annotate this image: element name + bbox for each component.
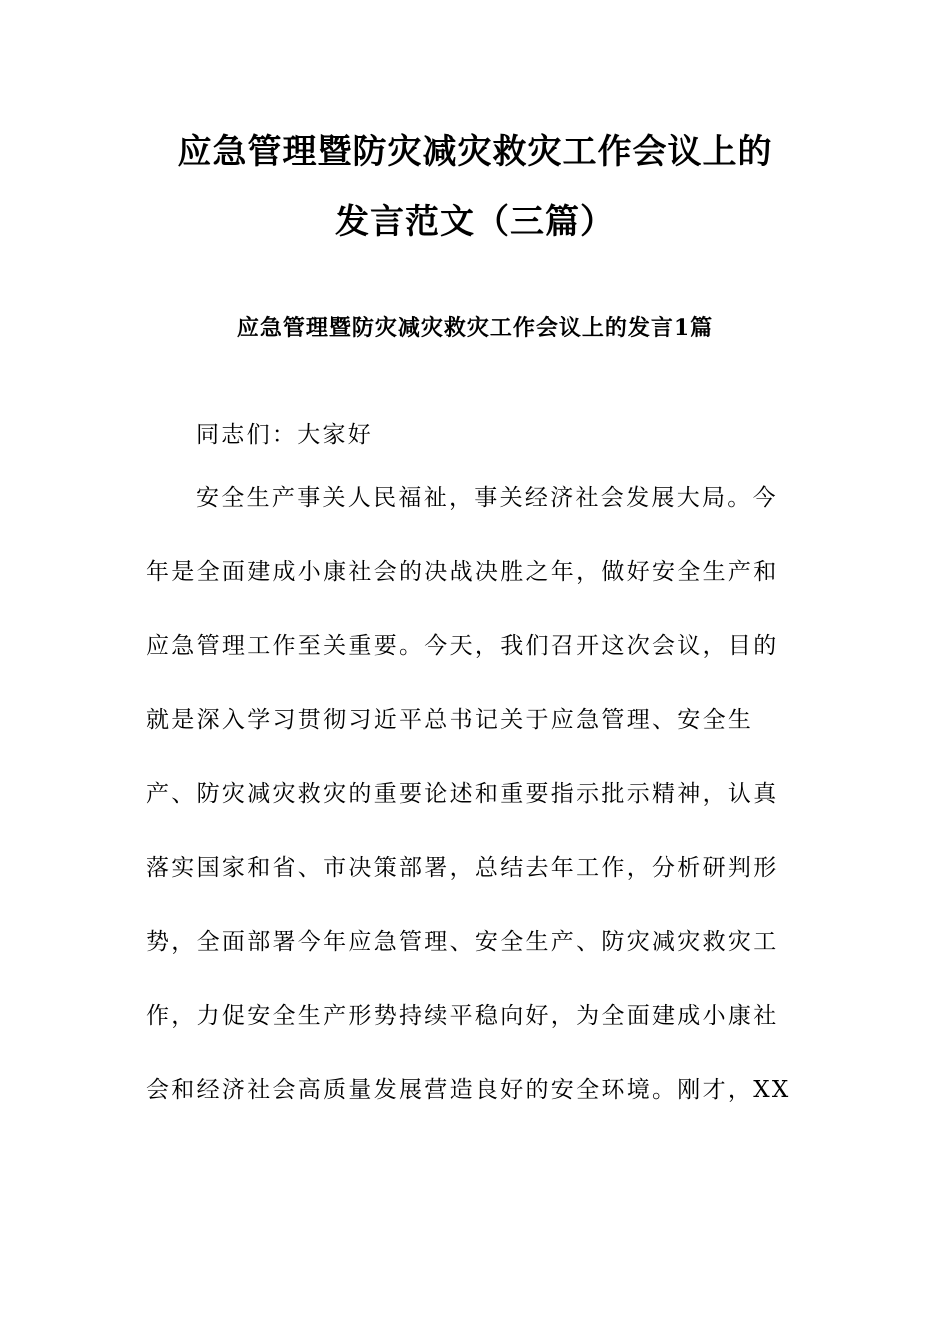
- body-line-4: 就是深入学习贯彻习近平总书记关于应急管理、安全生: [146, 707, 754, 733]
- body-line-6: 落实国家和省、市决策部署，总结去年工作，分析研判形: [146, 855, 779, 881]
- body-line-9: 会和经济社会高质量发展营造良好的安全环境。刚才，XX: [146, 1077, 791, 1103]
- document-title-line-2: 发言范文（三篇）: [335, 202, 615, 242]
- body-line-1: 安全生产事关人民福祉，事关经济社会发展大局。今: [196, 485, 778, 511]
- body-line-5: 产、防灾减灾救灾的重要论述和重要指示批示精神，认真: [146, 781, 779, 807]
- body-line-3: 应急管理工作至关重要。今天，我们召开这次会议，目的: [146, 633, 779, 659]
- body-line-8: 作，力促安全生产形势持续平稳向好，为全面建成小康社: [146, 1003, 779, 1029]
- section-heading: 应急管理暨防灾减灾救灾工作会议上的发言1篇: [236, 315, 714, 341]
- body-line-2: 年是全面建成小康社会的决战决胜之年，做好安全生产和: [146, 559, 779, 585]
- body-line-7: 势，全面部署今年应急管理、安全生产、防灾减灾救灾工: [146, 929, 779, 955]
- document-title-line-1: 应急管理暨防灾减灾救灾工作会议上的: [177, 132, 773, 172]
- greeting-line: 同志们：大家好: [196, 422, 374, 448]
